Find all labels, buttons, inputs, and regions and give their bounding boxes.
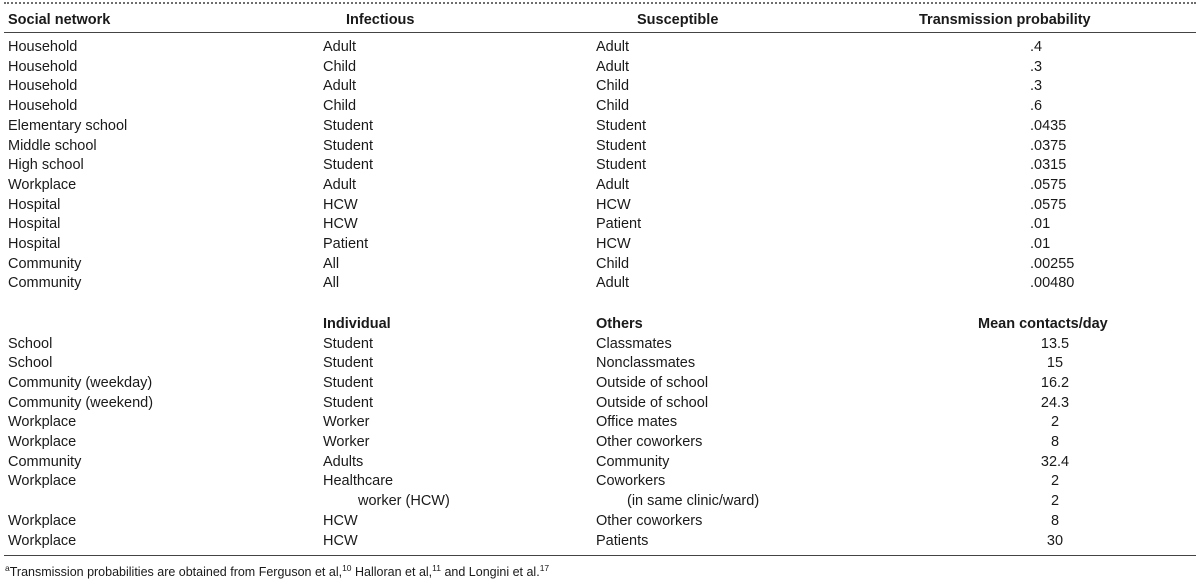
cell-others: Classmates xyxy=(596,335,672,352)
cell-transmission-probability: .00255 xyxy=(1030,255,1075,272)
cell-social-network: Elementary school xyxy=(8,117,128,134)
cell-infectious: Child xyxy=(323,58,357,75)
cell-susceptible: Adult xyxy=(596,275,630,292)
cell-mean-contacts: 16.2 xyxy=(1040,374,1070,391)
cell-social-network: Hospital xyxy=(8,236,61,252)
table-row xyxy=(0,532,1200,552)
cell-susceptible: HCW xyxy=(596,196,631,213)
cell-transmission-probability: .01 xyxy=(1030,236,1051,252)
cell-social-network: Community xyxy=(8,453,82,470)
table-row xyxy=(0,512,1200,532)
table-row xyxy=(0,274,1200,294)
cell-individual: HCW xyxy=(323,512,358,529)
cell-transmission-probability: .3 xyxy=(1030,78,1043,95)
cell-social-network: Community xyxy=(8,255,82,272)
cell-transmission-probability: .0435 xyxy=(1030,117,1067,134)
cell-mean-contacts: 15 xyxy=(1046,355,1064,372)
footnote-ref-1: 10 xyxy=(342,562,352,573)
table-row xyxy=(0,413,1200,433)
cell-social-network: Workplace xyxy=(8,532,77,549)
cell-susceptible: HCW xyxy=(596,236,631,252)
cell-transmission-probability: .3 xyxy=(1030,58,1043,75)
table-row xyxy=(0,196,1200,216)
cell-social-network: Workplace xyxy=(8,414,77,431)
cell-social-network: Hospital xyxy=(8,196,61,213)
table-row xyxy=(0,255,1200,275)
cell-social-network: High school xyxy=(8,157,84,174)
cell-susceptible: Adult xyxy=(596,39,630,55)
table-row xyxy=(0,77,1200,97)
cell-mean-contacts: 13.5 xyxy=(1040,335,1070,352)
cell-mean-contacts: 2 xyxy=(1050,493,1060,510)
cell-mean-contacts: 24.3 xyxy=(1040,394,1070,411)
footnote-text-3: and Longini et al. xyxy=(440,565,540,579)
cell-social-network: Household xyxy=(8,58,78,75)
footnote-ref-3: 17 xyxy=(539,562,550,573)
cell-individual: Student xyxy=(323,355,373,372)
cell-infectious: HCW xyxy=(323,216,358,233)
cell-infectious: HCW xyxy=(323,196,358,213)
cell-social-network: Household xyxy=(8,39,78,55)
cell-susceptible: Child xyxy=(596,78,630,95)
table-row xyxy=(0,394,1200,414)
header-others: Others xyxy=(596,316,643,332)
table-row xyxy=(0,453,1200,473)
cell-social-network: Workplace xyxy=(8,434,77,450)
table-row xyxy=(0,117,1200,137)
cell-transmission-probability: .0375 xyxy=(1030,137,1067,154)
cell-others: Other coworkers xyxy=(596,512,703,529)
cell-others: (in same clinic/ward) xyxy=(627,493,760,510)
cell-susceptible: Student xyxy=(596,137,646,154)
cell-others: Outside of school xyxy=(596,394,709,411)
cell-susceptible: Adult xyxy=(596,58,630,75)
table1-header-row xyxy=(0,11,1200,31)
cell-individual: Worker xyxy=(323,414,370,431)
cell-social-network: Workplace xyxy=(8,512,77,529)
cell-infectious: Student xyxy=(323,117,373,134)
table-row xyxy=(0,156,1200,176)
cell-individual: Student xyxy=(323,335,373,352)
table-row xyxy=(0,38,1200,58)
footnote-text-2: Halloran et al, xyxy=(351,565,433,579)
header-rule xyxy=(4,32,1196,33)
cell-mean-contacts: 8 xyxy=(1050,434,1060,450)
footnote-marker: a xyxy=(5,562,10,573)
cell-transmission-probability: .0575 xyxy=(1030,176,1067,193)
footer-rule xyxy=(4,555,1196,556)
header-individual: Individual xyxy=(323,316,391,332)
cell-infectious: Student xyxy=(323,137,373,154)
footnote xyxy=(5,564,549,580)
cell-individual: Student xyxy=(323,394,373,411)
cell-individual: Worker xyxy=(323,434,370,450)
cell-social-network: Community (weekend) xyxy=(8,394,154,411)
cell-social-network: Workplace xyxy=(8,473,77,490)
footnote-ref-2: 11 xyxy=(432,562,441,573)
cell-susceptible: Child xyxy=(596,98,630,115)
cell-others: Nonclassmates xyxy=(596,355,696,372)
footnote-text-1: Transmission probabilities are obtained from Ferguson et al, xyxy=(9,565,343,579)
cell-infectious: Adult xyxy=(323,78,357,95)
cell-susceptible: Student xyxy=(596,117,646,134)
cell-infectious: Student xyxy=(323,157,373,174)
header-infectious: Infectious xyxy=(346,12,415,28)
table-row xyxy=(0,335,1200,355)
header-social-network: Social network xyxy=(8,12,111,28)
cell-susceptible: Child xyxy=(596,255,630,272)
cell-individual: Student xyxy=(323,374,373,391)
cell-infectious: Adult xyxy=(323,176,357,193)
cell-others: Patients xyxy=(596,532,649,549)
cell-others: Outside of school xyxy=(596,374,709,391)
table-row xyxy=(0,137,1200,157)
cell-mean-contacts: 30 xyxy=(1046,532,1064,549)
cell-infectious: Adult xyxy=(323,39,357,55)
cell-individual: HCW xyxy=(323,532,358,549)
cell-social-network: Hospital xyxy=(8,216,61,233)
cell-transmission-probability: .0315 xyxy=(1030,157,1067,174)
table-row xyxy=(0,235,1200,255)
cell-transmission-probability: .00480 xyxy=(1030,275,1075,292)
cell-mean-contacts: 32.4 xyxy=(1040,453,1070,470)
cell-social-network: Household xyxy=(8,78,78,95)
cell-social-network: Workplace xyxy=(8,176,77,193)
cell-susceptible: Student xyxy=(596,157,646,174)
top-dotted-rule xyxy=(4,2,1196,4)
cell-mean-contacts: 8 xyxy=(1050,512,1060,529)
cell-social-network: School xyxy=(8,335,53,352)
table-row xyxy=(0,97,1200,117)
table-row xyxy=(0,215,1200,235)
cell-mean-contacts: 2 xyxy=(1050,473,1060,490)
cell-infectious: Patient xyxy=(323,236,369,252)
table-row xyxy=(0,433,1200,453)
table-row xyxy=(0,492,1200,512)
cell-infectious: All xyxy=(323,275,340,292)
cell-individual: worker (HCW) xyxy=(358,493,450,510)
cell-others: Coworkers xyxy=(596,473,666,490)
cell-social-network: School xyxy=(8,355,53,372)
cell-individual: Healthcare xyxy=(323,473,394,490)
cell-social-network: Community xyxy=(8,275,82,292)
header-susceptible: Susceptible xyxy=(637,12,719,28)
table-row xyxy=(0,354,1200,374)
cell-mean-contacts: 2 xyxy=(1050,414,1060,431)
cell-infectious: Child xyxy=(323,98,357,115)
cell-transmission-probability: .01 xyxy=(1030,216,1051,233)
cell-others: Community xyxy=(596,453,670,470)
table-row xyxy=(0,472,1200,492)
cell-transmission-probability: .4 xyxy=(1030,39,1043,55)
cell-social-network: Middle school xyxy=(8,137,97,154)
table2-header-row xyxy=(0,315,1200,335)
table-row xyxy=(0,176,1200,196)
cell-transmission-probability: .6 xyxy=(1030,98,1043,115)
cell-individual: Adults xyxy=(323,453,364,470)
cell-others: Office mates xyxy=(596,414,678,431)
cell-others: Other coworkers xyxy=(596,434,703,450)
header-mean-contacts: Mean contacts/day xyxy=(978,316,1108,332)
cell-infectious: All xyxy=(323,255,340,272)
table-row xyxy=(0,374,1200,394)
cell-susceptible: Patient xyxy=(596,216,642,233)
cell-transmission-probability: .0575 xyxy=(1030,196,1067,213)
header-transmission-probability: Transmission probability xyxy=(919,12,1091,28)
cell-social-network: Household xyxy=(8,98,78,115)
cell-social-network: Community (weekday) xyxy=(8,374,153,391)
table-row xyxy=(0,58,1200,78)
cell-susceptible: Adult xyxy=(596,176,630,193)
